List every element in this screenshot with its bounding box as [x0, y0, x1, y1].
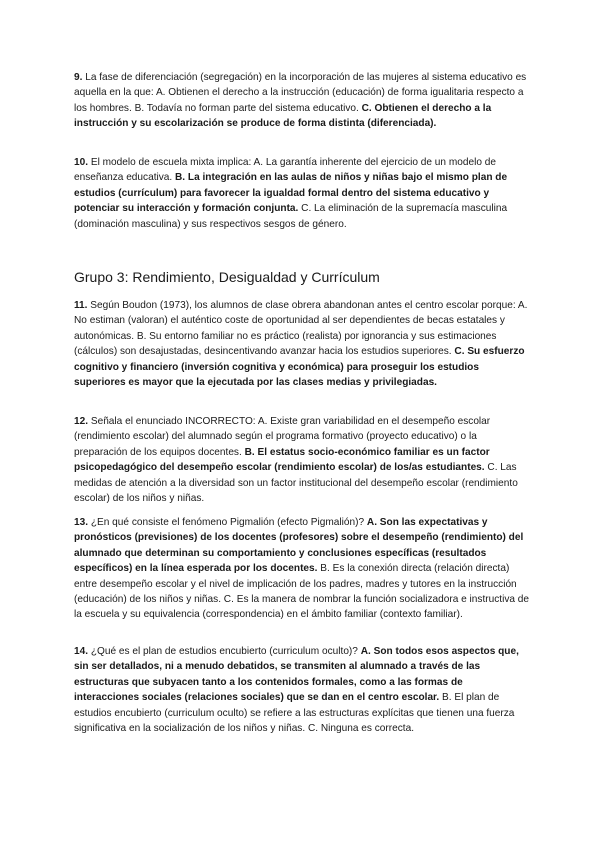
- question-number: 10.: [74, 157, 89, 168]
- question-12: [74, 414, 530, 506]
- correct-answer: C. Su esfuerzo cognitivo y financiero (inversión cognitiva y económica) para proseguir los estudios superiores es mayor que la ejecutada por las clases medias y privilegiadas.: [74, 346, 525, 389]
- question-13: [74, 515, 530, 623]
- question-number: 9.: [74, 72, 83, 83]
- correct-answer: B. La integración en las aulas de niños y niñas bajo el mismo plan de estudios (currículum) para favorecer la igualdad formal dentro del sistema educativo y potenciar su interacción y formación conjunta.: [74, 172, 508, 215]
- correct-answer: A. Son las expectativas y pronósticos (previsiones) de los docentes (profesores) sobre el desempeño (rendimiento) del alumnado que determinan su comportamiento y conclusiones específicas (resultados específicos) en la línea esperada por los docentes.: [74, 517, 524, 575]
- question-number: 12.: [74, 416, 89, 427]
- question-tail: C. La eliminación de la supremacía masculina (dominación masculina) y sus respectivos sesgos de género.: [74, 203, 508, 230]
- question-text: ¿En qué consiste el fenómeno Pigmalión (efecto Pigmalión)?: [88, 517, 367, 528]
- correct-answer: B. El estatus socio-económico familiar es un factor psicopedagógico del desempeño escolar (rendimiento escolar) de los/as estudiantes.: [74, 446, 490, 474]
- question-11: [74, 298, 530, 390]
- question-tail: B. Es la conexión directa (relación directa) entre desempeño escolar y el nivel de implicación de los padres, madres y tutores en la instrucción (educación) de los niños y niñas. C. Es la manera de nombrar la función socializadora e instructiva de la escuela y su equivalencia (correspondencia) en el ámbito familiar (contexto familiar).: [74, 563, 530, 621]
- question-9: [74, 70, 530, 132]
- question-text: La fase de diferenciación (segregación) en la incorporación de las mujeres al sistema educativo es aquella en la que: A. Obtienen el derecho a la instrucción (educación) de forma igualitaria respecto a los hombres. B. Todavía no forman parte del sistema educativo.: [74, 72, 527, 114]
- question-14: [74, 644, 530, 736]
- question-tail: C. Las medidas de atención a la diversidad son un factor institucional del desempeño escolar (rendimiento escolar) de los niños y niñas.: [74, 462, 518, 505]
- question-number: 14.: [74, 646, 89, 657]
- correct-answer: C. Obtienen el derecho a la instrucción y su escolarización se produce de forma distinta (diferenciada).: [74, 102, 492, 130]
- question-10: [74, 155, 530, 232]
- question-text: Según Boudon (1973), los alumnos de clase obrera abandonan antes el centro escolar porque: A. No estiman (valoran) el auténtico coste de oportunidad al ser dependientes de becas estatales y autonómicas. B. Su entorno familiar no es práctico (realista) por ignorancia y sus estimaciones (cálculos) son desajustadas, desincentivando avanzar hacia los estudios superiores.: [74, 300, 528, 358]
- correct-answer: A. Son todos esos aspectos que, sin ser detallados, ni a menudo debatidos, se transmiten al alumnado a través de las estructuras que subyacen tanto a los contenidos formales, como a las formas de interacciones sociales (relaciones sociales) que se dan en el centro escolar.: [74, 646, 519, 704]
- question-text: ¿Qué es el plan de estudios encubierto (curriculum oculto)?: [88, 646, 361, 657]
- section-heading: Grupo 3: Rendimiento, Desigualdad y Currículum: [74, 269, 380, 285]
- question-number: 13.: [74, 517, 89, 528]
- question-text: Señala el enunciado INCORRECTO: A. Existe gran variabilidad en el desempeño escolar (rendimiento escolar) del alumnado según el programa formativo (proyecto educativo) o la preparación de los equipos docentes.: [74, 416, 491, 458]
- question-number: 11.: [74, 300, 88, 311]
- question-tail: B. El plan de estudios encubierto (curriculum oculto) se refiere a las estructuras explícitas que tienen una fuerza significativa en la socialización de los niños y niñas. C. Ninguna es correcta.: [74, 692, 515, 735]
- question-text: El modelo de escuela mixta implica: A. La garantía inherente del ejercicio de un modelo de enseñanza educativa.: [74, 157, 496, 184]
